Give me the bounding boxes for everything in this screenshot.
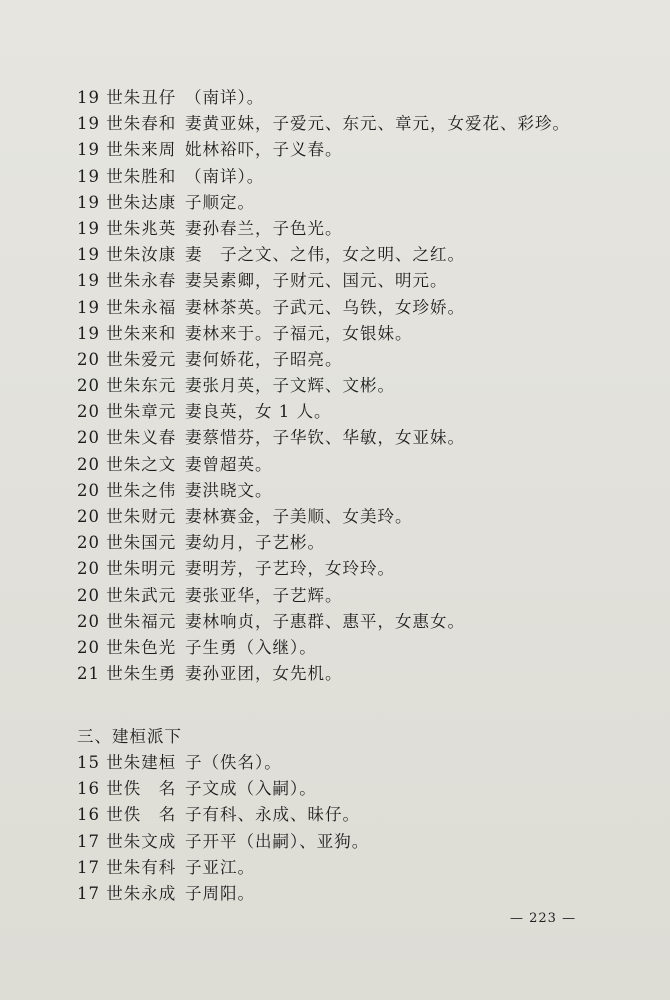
family-description: 妻良英，女 1 人。 — [185, 402, 332, 422]
genealogy-entry — [77, 854, 637, 880]
genealogy-entry — [77, 775, 637, 801]
generation-name: 16 世佚 名 — [77, 805, 177, 825]
genealogy-entry — [77, 660, 637, 686]
generation-name: 20 世朱福元 — [77, 611, 177, 631]
genealogy-entry — [77, 136, 637, 162]
genealogy-entry — [77, 189, 637, 215]
family-description: 妻洪晓文。 — [185, 480, 273, 500]
genealogy-entry — [77, 320, 637, 346]
generation-name: 20 世朱东元 — [77, 376, 177, 396]
genealogy-entry — [77, 529, 637, 555]
generation-name: 20 世朱之伟 — [77, 480, 177, 500]
generation-name: 20 世朱爱元 — [77, 349, 177, 369]
family-description: 子有科、永成、昧仔。 — [185, 805, 360, 825]
family-description: 妻林茶英。子武元、乌铁，女珍娇。 — [185, 297, 465, 317]
family-description: 子周阳。 — [185, 883, 255, 903]
family-description: （南详）。 — [185, 88, 265, 107]
family-description: 妻林响贞，子惠群、惠平，女惠女。 — [185, 611, 465, 631]
genealogy-entry — [77, 634, 637, 660]
generation-name: 17 世朱永成 — [77, 883, 177, 903]
generation-name: 20 世朱明元 — [77, 559, 177, 579]
generation-name: 17 世朱有科 — [77, 857, 177, 877]
generation-name: 19 世朱丑仔 — [77, 88, 177, 107]
generation-name: 19 世朱汝康 — [77, 245, 177, 265]
generation-name: 19 世朱达康 — [77, 192, 177, 212]
generation-name: 19 世朱春和 — [77, 114, 177, 134]
genealogy-list-jianhuan — [77, 749, 637, 906]
family-description: 妻幼月，子艺彬。 — [185, 533, 325, 553]
genealogy-entry — [77, 424, 637, 450]
genealogy-entry — [77, 749, 637, 775]
generation-name: 19 世朱来周 — [77, 140, 177, 160]
genealogy-entry — [77, 267, 637, 293]
family-description: 子开平（出嗣）、亚狗。 — [185, 831, 370, 851]
family-description: 妻孙亚团，女先机。 — [185, 664, 343, 684]
family-description: 子生勇（入继）。 — [185, 637, 317, 657]
genealogy-entry — [77, 828, 637, 854]
genealogy-entry — [77, 503, 637, 529]
genealogy-entry — [77, 880, 637, 906]
genealogy-entry — [77, 84, 637, 110]
generation-name: 20 世朱国元 — [77, 533, 177, 553]
genealogy-entry — [77, 582, 637, 608]
genealogy-entry — [77, 801, 637, 827]
family-description: 子文成（入嗣）。 — [185, 779, 317, 799]
generation-name: 20 世朱之文 — [77, 454, 177, 474]
generation-name: 20 世朱财元 — [77, 507, 177, 526]
family-description: 妻林赛金，子美顺、女美玲。 — [185, 507, 413, 526]
section-heading: 三、建桓派下 — [77, 727, 182, 746]
family-description: 妻吴素卿，子财元、国元、明元。 — [185, 271, 448, 291]
genealogy-entry — [77, 398, 637, 424]
generation-name: 19 世朱胜和 — [77, 166, 177, 186]
generation-name: 21 世朱生勇 — [77, 664, 177, 684]
family-description: 妻明芳，子艺玲，女玲玲。 — [185, 559, 395, 579]
generation-name: 19 世朱永福 — [77, 297, 177, 317]
family-description: 妻张亚华，子艺辉。 — [185, 585, 343, 605]
family-description: 妻孙春兰，子色光。 — [185, 218, 343, 238]
family-description: 妣林裕吓，子义春。 — [185, 140, 343, 160]
genealogy-entry — [77, 555, 637, 581]
genealogy-entry — [77, 608, 637, 634]
generation-name: 20 世朱章元 — [77, 402, 177, 422]
genealogy-entry — [77, 372, 637, 398]
generation-name: 19 世朱永春 — [77, 271, 177, 291]
family-description: 子亚江。 — [185, 857, 255, 877]
family-description: 妻曾超英。 — [185, 454, 273, 474]
family-description: 妻林来于。子福元，女银妹。 — [185, 323, 413, 343]
genealogy-list — [77, 84, 637, 686]
generation-name: 20 世朱色光 — [77, 637, 177, 657]
genealogy-entry — [77, 477, 637, 503]
generation-name: 17 世朱文成 — [77, 831, 177, 851]
generation-name: 16 世佚 名 — [77, 779, 177, 799]
family-description: 妻何娇花，子昭亮。 — [185, 349, 343, 369]
generation-name: 19 世朱兆英 — [77, 218, 177, 238]
page-number: — 223 — — [510, 911, 577, 926]
generation-name: 15 世朱建桓 — [77, 753, 177, 772]
genealogy-entry — [77, 241, 637, 267]
family-description: 妻 子之文、之伟，女之明、之红。 — [185, 245, 465, 265]
genealogy-entry — [77, 163, 637, 189]
generation-name: 20 世朱义春 — [77, 428, 177, 448]
genealogy-entry — [77, 451, 637, 477]
genealogy-entry — [77, 110, 637, 136]
family-description: 妻蔡惜芬，子华钦、华敏，女亚妹。 — [185, 428, 465, 448]
family-description: （南详）。 — [185, 166, 265, 186]
family-description: 子（佚名）。 — [185, 753, 282, 772]
generation-name: 19 世朱来和 — [77, 323, 177, 343]
family-description: 妻黄亚妹，子爱元、东元、章元，女爱花、彩珍。 — [185, 114, 570, 134]
generation-name: 20 世朱武元 — [77, 585, 177, 605]
family-description: 子顺定。 — [185, 192, 255, 212]
genealogy-entry — [77, 346, 637, 372]
genealogy-entry — [77, 215, 637, 241]
genealogy-entry — [77, 294, 637, 320]
family-description: 妻张月英，子文辉、文彬。 — [185, 376, 395, 396]
